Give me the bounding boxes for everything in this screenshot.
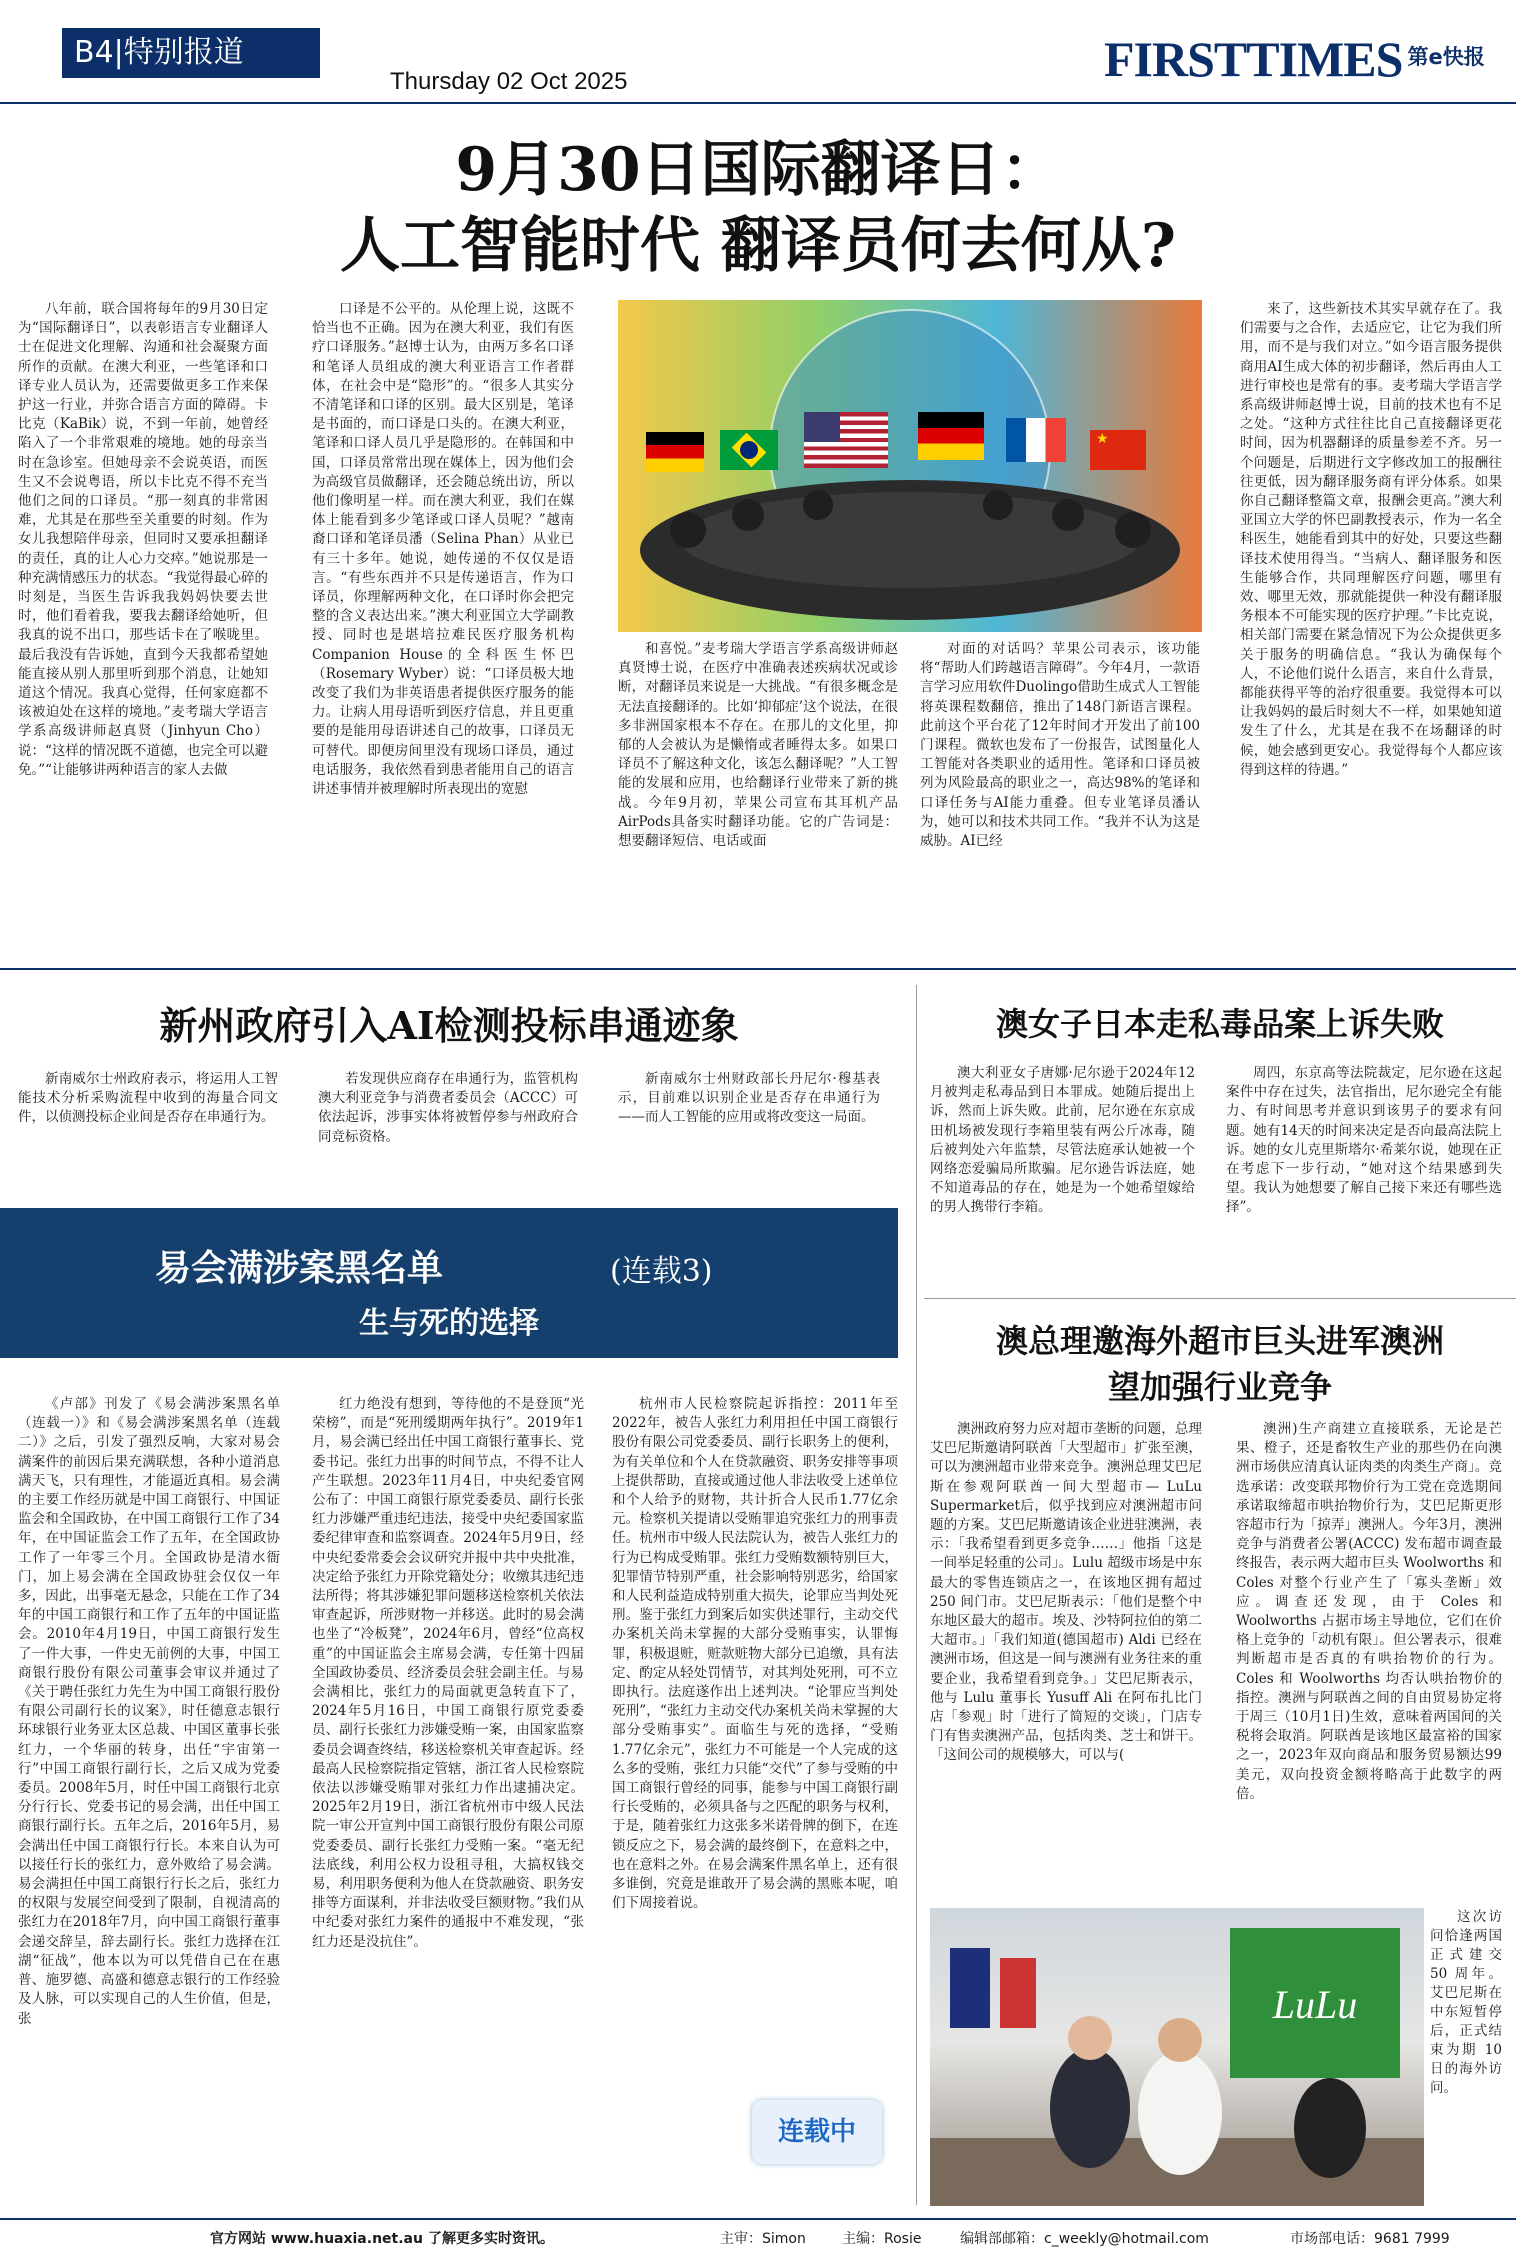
article4-title-line2: 望加强行业竞争 xyxy=(1107,1368,1332,1406)
article4-col1-text: 澳洲政府努力应对超市垄断的问题，总理艾巴尼斯邀请阿联酋「大型超市」扩张至澳，可以为澳洲超市业带来竞争。澳洲总理艾巴尼斯在参观阿联酋一间大型超市— LuLu Supermarket后，似乎找到应对澳洲超市问题的方案。艾巴尼斯邀请该企业进驻澳洲，表示：「我希望看到更多竞争……」他指「这是一间举足轻重的公司」。Lulu 超级市场是中东最大的零售连锁店之一，在该地区拥有超过 250 间门市。艾巴尼斯表示：「他们是整个中东地区最大的超市。埃及、沙特阿拉伯的第二大超市。」「我们知道(德国超市) Aldi 已经在澳洲市场，但这是一间与澳洲有业务往来的重要企业，我希望看到竞争。」艾巴尼斯表示，他与 Lulu 董事长 Yusuff Ali 在阿布扎比门店「参观」时「进行了简短的交谈」，门店专门有售卖澳洲产品，包括肉类、芝士和饼干。「这间公司的规模够大，可以与( xyxy=(930,1421,1202,1764)
article4-col2-text: 澳洲)生产商建立直接联系，无论是芒果、橙子，还是畜牧生产业的那些仍在向澳洲市场供应清真认证肉类的肉类生产商」。竞选承诺：改变联邦物价行为工党在竞选期间承诺取缔超市哄抬物价行为，艾巴尼斯更形容超市行为「掠弄」澳洲人。今年3月，澳洲竞争与消费者公署(ACCC) 发布超市调查最终报告，表示两大超市巨头 Woolworths 和 Coles 对整个行业产生了「寡头垄断」效应。调查还发现，由于 Coles 和 Woolworths 占据市场主导地位，它们在价格上竞争的「动机有限」。但公署表示，很难判断超市是否真的有哄抬物价的行为。Coles 和 Woolworths 均否认哄抬物价的指控。澳洲与阿联酋之间的自由贸易协定将于周三（10月1日)生效，意味着两国间的关税将会取消。阿联酋是该地区最富裕的国家之一，2023年双向商品和服务贸易额达99美元，双向投资金额将略高于此数字的两倍。 xyxy=(1236,1421,1502,1802)
page-footer xyxy=(0,2218,1516,2254)
footer-note: 了解更多实时资讯。 xyxy=(428,2231,554,2247)
article3-title: 澳女子日本走私毒品案上诉失败 xyxy=(995,1005,1444,1043)
flag-france-icon xyxy=(1006,418,1066,462)
article3-col2 xyxy=(1226,1064,1502,1286)
footer-editor: 主审：Simon xyxy=(720,2231,806,2247)
article2-col1-text: 新南威尔士州政府表示，将运用人工智能技术分析采购流程中收到的海量合同文件，以侦测投标企业间是否存在串通行为。 xyxy=(18,1071,278,1126)
article1-col2-text: 口译是不公平的。从伦理上说，这既不恰当也不正确。因为在澳大利亚，我们有医疗口译服务。”赵博士认为，由两万多名口译和笔译人员组成的澳大利亚语言工作者群体，在社会中是“隐形”的。“很多人其实分不清笔译和口译的区别。最大区别是，笔译是书面的，而口译是口头的。在澳大利亚，笔译和口译人员几乎是隐形的。在韩国和中国，口译员常常出现在媒体上，因为他们会为高级官员做翻译，还会随总统出访，所以他们像明星一样。而在澳大利亚，我们在媒体上能看到多少笔译或口译人员呢？”越南裔口译和笔译员潘（Selina Phan）从业已有三十多年。她说，她传递的不仅仅是语言。“有些东西并不只是传递语言，作为口译员，你理解两种文化，在口译时你会把完整的含义表达出来。”澳大利亚国立大学副教授、同时也是堪培拉难民医疗服务机构Companion House的全科医生怀巴（Rosemary Wyber）说：“口译员极大地改变了我们为非英语患者提供医疗服务的能力。让病人用母语听到医疗信息，并且更重要的是能用母语讲述自己的故事，口译员无可替代。即便房间里没有现场口译员，通过电话服务，我依然看到患者能用自己的语言讲述事情并被理解时所表现出的宽慰 xyxy=(312,301,574,798)
divider xyxy=(0,968,1516,970)
article4-col2 xyxy=(1236,1420,1502,1900)
article3-col2-text: 周四，东京高等法院裁定，尼尔逊在这起案件中存在过失，法官指出，尼尔逊完全有能力、有时间思考并意识到该男子的要求有问题。她有14天的时间来决定是否向最高法院上诉。她的女儿克里斯塔尔·希莱尔说，她现在正在考虑下一步行动，“她对这个结果感到失望。我认为她想要了解自己接下来还有哪些选择”。 xyxy=(1226,1065,1502,1216)
article1-title xyxy=(0,132,1516,284)
article1-col5-text: 来了，这些新技术其实早就存在了。我们需要与之合作，去适应它，让它为我们所用，而不是与我们对立。”如今语言服务提供商用AI生成大体的初步翻译，然后再由人工进行审校也是常有的事。麦考瑞大学语言学系高级讲师赵博士说，目前的技术也有不足之处。“这种方式往往比自己直接翻译更花时间，因为机器翻译的质量参差不齐。另一个问题是，后期进行文字修改加工的报酬往往更低，因为翻译服务商有评分体系。如果你自己翻译整篇文章，报酬会更高。”澳大利亚国立大学的怀巴副教授表示，作为一名全科医生，她能看到其中的好处，只要这些翻译技术使用得当。“当病人、翻译服务和医生能够合作，共同理解医疗问题，哪里有效、哪里无效，那就能提供一种没有翻译服务根本不可能实现的医疗护理。”卡比克说，相关部门需要在紧急情况下为公众提供更多关于服务的明确信息。“我认为确保每个人，不论他们说什么语言，来自什么背景，都能获得平等的治疗很重要。我觉得本可以让我妈妈的最后时刻大不一样，如果她知道发生了什么，尤其是在我不在场翻译的时候，她会感到更安心。我觉得每个人都应该得到这样的待遇。” xyxy=(1240,301,1502,778)
article2-col2 xyxy=(318,1070,578,1190)
flag-brazil-icon xyxy=(720,430,778,470)
meeting-photo xyxy=(930,1908,1424,2206)
flag-china-icon: ★ xyxy=(1090,430,1146,470)
article1-col4-text: 对面的对话吗？苹果公司表示，该功能将“帮助人们跨越语言障碍”。今年4月，一款语言学习应用软件Duolingo借助生成式人工智能将英课程数翻倍，推出了148门新语言课程。此前这个平台花了12年时间才开发出了前100门课程。微软也发布了一份报告，试图量化人工智能对各类职业的适用性。笔译和口译员被列为风险最高的职业之一，高达98%的笔译和口译任务与AI能力重叠。但专业笔译员潘认为，她可以和技术共同工作。“我并不认为这是威胁。AI已经 xyxy=(920,641,1200,850)
article1-col1 xyxy=(18,300,268,960)
svg-text:LuLu: LuLu xyxy=(1272,1982,1358,2027)
brand-wordmark: FIRSTTIMES xyxy=(1104,31,1403,87)
serial-col2-text: 红力绝没有想到，等待他的不是登顶“光荣榜”，而是“死刑缓期两年执行”。2019年1月，易会满已经出任中国工商银行董事长、党委书记。张红力出事的时间节点，不得不让人产生联想。2023年11月4日，中央纪委官网公布了：中国工商银行原党委委员、副行长张红力涉嫌严重违纪违法，接受中央纪委国家监委纪律审查和监察调查。2024年5月9日，经中央纪委常委会会议研究并报中共中央批准，决定给予张红力开除党籍处分；收缴其违纪违法所得；将其涉嫌犯罪问题移送检察机关依法审查起诉，所涉财物一并移送。此时的易会满也坐了“冷板凳”，2024年6月，曾经“位高权重”的中国证监会主席易会满，专任第十四届全国政协委员、经济委员会驻会副主任。与易会满相比，张红力的局面就更急转直下了，2024年5月16日，中国工商银行原党委委员、副行长张红力涉嫌受贿一案，由国家监察委员会调查终结，移送检察机关审查起诉。经最高人民检察院指定管辖，浙江省人民检察院依法以涉嫌受贿罪对张红力作出逮捕决定。2025年2月19日，浙江省杭州市中级人民法院一审公开宣判中国工商银行股份有限公司原党委委员、副行长张红力受贿一案。“毫无纪法底线，利用公权力设租寻租，大搞权钱交易，利用职务便利为他人在贷款融资、职务安排等方面谋利，并非法收受巨额财物。”我们从中纪委对张红力案件的通报中不难发现，“张红力还是没抗住”。 xyxy=(312,1396,584,1950)
flag-germany-icon xyxy=(646,432,704,472)
serial-badge-label: 连载中 xyxy=(777,2117,856,2147)
serial-col1 xyxy=(18,1395,280,2205)
footer-website: 官方网站 www.huaxia.net.au xyxy=(210,2231,423,2247)
article1-col5 xyxy=(1240,300,1502,960)
header-rule xyxy=(0,102,1516,104)
photo-caption-text: 这次访问恰逢两国正式建交 50 周年。艾巴尼斯在中东短暂停后，正式结束为期 10 日的海外访问。 xyxy=(1430,1909,1502,2096)
article1-col3-text: 和喜悦。”麦考瑞大学语言学系高级讲师赵真贤博士说，在医疗中准确表述疾病状况或诊断，对翻译员来说是一大挑战。“有很多概念是无法直接翻译的。比如‘抑郁症’这个说法，在很多非洲国家根本不存在。在那儿的文化里，抑郁的人会被认为是懒惰或者睡得太多。如果口译员不了解这种文化，该怎么翻译呢？”人工智能的发展和应用，也给翻译行业带来了新的挑战。今年9月初，苹果公司宣布其耳机产品AirPods具备实时翻译功能。它的广告词是：想要翻译短信、电话或面 xyxy=(618,641,898,850)
divider xyxy=(924,1298,1516,1299)
footer-phone: 市场部电话：9681 7999 xyxy=(1290,2231,1450,2247)
article2-col1 xyxy=(18,1070,278,1190)
divider xyxy=(916,985,917,2205)
issue-date: Thursday 02 Oct 2025 xyxy=(390,68,628,95)
serial-col3 xyxy=(612,1395,898,2205)
brand-logo xyxy=(1104,30,1494,94)
article3-col1-text: 澳大利亚女子唐娜·尼尔逊于2024年12月被判走私毒品到日本罪成。她随后提出上诉，然而上诉失败。此前，尼尔逊在东京成田机场被发现行李箱里装有两公斤冰毒，随后被判处六年监禁，尽管法庭承认她被一个网络恋爱骗局所欺骗。尼尔逊告诉法庭，她不知道毒品的存在，她是为一个她希望嫁给的男人携带行李箱。 xyxy=(930,1065,1195,1216)
article3-col1 xyxy=(930,1064,1195,1286)
serial-title: 易会满涉案黑名单 xyxy=(155,1248,444,1289)
article1-col2 xyxy=(312,300,574,960)
article4-col1 xyxy=(930,1420,1202,1900)
article2-col2-text: 若发现供应商存在串通行为，监管机构澳大利亚竞争与消费者委员会（ACCC）可依法起诉，涉事实体将被暂停参与州政府合同竞标资格。 xyxy=(318,1071,578,1145)
hero-illustration xyxy=(618,300,1202,632)
article2-col3 xyxy=(618,1070,880,1190)
photo-caption xyxy=(1430,1908,1502,2206)
footer-email: 编辑部邮箱：c_weekly@hotmail.com xyxy=(960,2231,1209,2247)
article2-title: 新州政府引入AI检测投标串通迹象 xyxy=(159,1003,739,1048)
serial-badge xyxy=(752,2100,882,2164)
serial-part: (连载3) xyxy=(610,1254,713,1289)
flag-germany2-icon xyxy=(918,412,984,460)
serial-col2 xyxy=(312,1395,584,2205)
footer-editor2: 主编：Rosie xyxy=(842,2231,922,2247)
article4-title xyxy=(924,1318,1516,1410)
article1-col3 xyxy=(618,640,898,960)
article1-col4 xyxy=(920,640,1200,960)
serial-subtitle: 生与死的选择 xyxy=(359,1306,539,1341)
brand-cn: 第e快报 xyxy=(1407,45,1485,69)
article4-title-line1: 澳总理邀海外超市巨头进军澳洲 xyxy=(995,1322,1444,1360)
serial-col1-text: 《卢部》刊发了《易会满涉案黑名单（连载一）》和《易会满涉案黑名单（连载二）》之后，引发了强烈反响，大家对易会满案件的前因后果充满联想，各种小道消息满天飞，只有理性，才能逼近真相。易会满的主要工作经历就是中国工商银行、中国证监会和全国政协，在中国工商银行工作了34年，在中国证监会工作了五年，在全国政协工作了一年零三个月。全国政协是清水衙门，加上易会满在全国政协驻会仅仅一年多，因此，出事毫无悬念，只能在工作了34年的中国工商银行和工作了五年的中国证监会。2010年4月19日，中国工商银行发生了一件大事，一件史无前例的大事，中国工商银行股份有限公司董事会审议并通过了《关于聘任张红力先生为中国工商银行股份有限公司副行长的议案》，时任德意志银行环球银行业务亚太区总裁、中国区董事长张红力，一个华丽的转身，出任“宇宙第一行”中国工商银行副行长，之后又成为党委委员。2008年5月，时任中国工商银行北京分行行长、党委书记的易会满，出任中国工商银行副行长。五年之后，2016年5月，易会满出任中国工商银行行长。本来自认为可以接任行长的张红力，意外败给了易会满。易会满担任中国工商银行行长之后，张红力的权限与发展空间受到了限制，自视清高的张红力在2018年7月，向中国工商银行董事会递交辞呈，辞去副行长。张红力选择在江湖“征战”，他本以为可以凭借自己在在惠普、施罗德、高盛和德意志银行的工作经验及人脉，可以实现自己的人生价值，但是，张 xyxy=(18,1396,280,2027)
article2-col3-text: 新南威尔士州财政部长丹尼尔·穆基表示，目前难以识别企业是否存在串通行为——而人工智能的应用或将改变这一局面。 xyxy=(618,1071,880,1126)
article1-title-line2: 人工智能时代 翻译员何去何从? xyxy=(339,211,1177,281)
article1-col1-text: 八年前，联合国将每年的9月30日定为“国际翻译日”，以表彰语言专业翻译人士在促进文化理解、沟通和社会凝聚方面所作的贡献。在澳大利亚，一些笔译和口译专业人员认为，还需要做更多工作来保护这一行业，并弥合语言方面的障碍。卡比克（KaBik）说，不到一年前，她曾经陷入了一个非常艰难的境地。她的母亲当时在急诊室。但她母亲不会说英语，而医生又不会说粤语，所以卡比克不得不充当他们之间的口译员。“那一刻真的非常困难，尤其是在那些至关重要的时刻。作为女儿我想陪伴母亲，但同时又要承担翻译的责任，真的让人心力交瘁。”她说那是一种充满情感压力的状态。“我觉得最心碎的时刻是，当医生告诉我我妈妈快要去世时，他们看着我，要我去翻译给她听，但我真的说不出口，那些话卡在了喉咙里。最后我没有告诉她，直到今天我都希望她能直接从别人那里听到那个消息，让她知道这个情况。我真心觉得，任何家庭都不该被迫处在这样的境地。”麦考瑞大学语言学系高级讲师赵真贤（Jinhyun Cho）说：“这样的情况既不道德，也完全可以避免。”“让能够讲两种语言的家人去做 xyxy=(18,301,268,778)
meeting-scene xyxy=(930,1908,1424,2206)
section-tag: B4|特别报道 xyxy=(62,28,320,78)
article1-title-line1: 9月30日国际翻译日： xyxy=(455,135,1061,205)
flag-usa-icon xyxy=(804,412,888,468)
serial-col3-text: 杭州市人民检察院起诉指控：2011年至2022年，被告人张红力利用担任中国工商银行股份有限公司党委委员、副行长职务上的便利，为有关单位和个人在贷款融资、职务安排等事项上提供帮助，直接或通过他人非法收受上述单位和个人给予的财物，共计折合人民币1.77亿余元。检察机关提请以受贿罪追究张红力的刑事责任。杭州市中级人民法院认为，被告人张红力的行为已构成受贿罪。张红力受贿数额特别巨大，犯罪情节特别严重，社会影响特别恶劣，给国家和人民利益造成特别重大损失，论罪应当判处死刑。鉴于张红力到案后如实供述罪行，主动交代办案机关尚未掌握的大部分受贿事实，认罪悔罪，积极退赃，赃款赃物大部分已追缴，具有法定、酌定从轻处罚情节，对其判处死刑，可不立即执行。法庭遂作出上述判决。“论罪应当判处死刑”，“张红力主动交代办案机关尚未掌握的大部分受贿事实”。面临生与死的选择，“受贿1.77亿余元”，张红力不可能是一个人完成的这么多的受贿，张红力只能“交代”了参与受贿的中国工商银行曾经的同事，能参与中国工商银行副行长受贿的，必须具备与之匹配的职务与权利，于是，随着张红力这张多米诺骨牌的倒下，在连锁反应之下，易会满的最终倒下，在意料之中，也在意料之外。在易会满案件黑名单上，还有很多谁倒，究竟是谁敢开了易会满的黑账本呢，咱们下周接着说。 xyxy=(612,1396,898,1912)
